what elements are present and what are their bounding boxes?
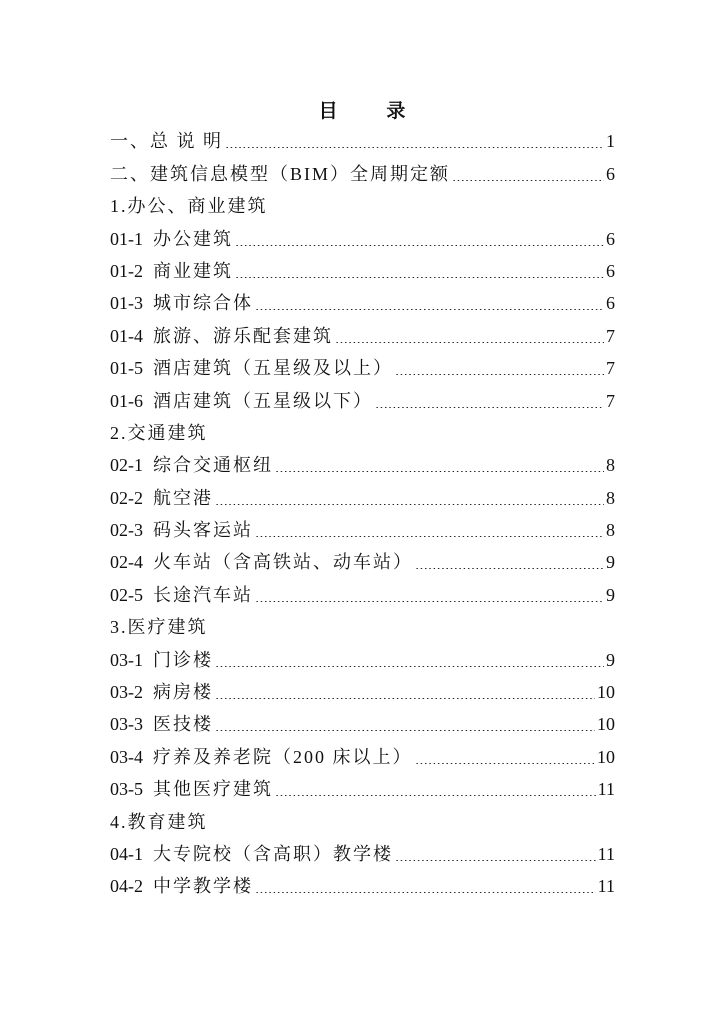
toc-page-number: 9: [606, 649, 615, 670]
toc-page-number: 8: [606, 487, 615, 508]
toc-entry-number: 03-2: [110, 682, 143, 703]
toc-entry-number: 02-5: [110, 584, 143, 605]
toc-entry[interactable]: [110, 744, 615, 776]
toc-entry-number: 01-4: [110, 325, 143, 346]
toc-entry-label: 疗养及养老院（200 床以上）: [153, 746, 413, 767]
dot-leader: [255, 536, 604, 537]
toc-entry[interactable]: [110, 647, 615, 679]
toc-page-number: 8: [606, 520, 615, 541]
toc-entry[interactable]: [110, 453, 615, 485]
dot-leader: [255, 309, 604, 310]
toc-page-number: 10: [597, 746, 615, 767]
toc-entry-label: 旅游、游乐配套建筑: [153, 325, 333, 346]
toc-page-number: 9: [606, 552, 615, 573]
toc-page-number: 1: [606, 131, 615, 152]
toc-entry-label: 城市综合体: [153, 293, 253, 314]
toc-entry-label: 长途汽车站: [153, 584, 253, 605]
toc-entry[interactable]: [110, 777, 615, 809]
toc-entry-number: 03-3: [110, 714, 143, 735]
toc-page-number: 9: [606, 584, 615, 605]
toc-section-heading: [110, 809, 615, 841]
toc-entry-label: 商业建筑: [153, 260, 233, 281]
toc-page-number: 8: [606, 455, 615, 476]
toc-entry-label: 病房楼: [153, 682, 213, 703]
toc-entry-label: 一、总 说 明: [110, 131, 223, 152]
dot-leader: [375, 407, 604, 408]
toc-entry-number: 01-1: [110, 228, 143, 249]
toc-section-heading: [110, 615, 615, 647]
toc-page-number: 6: [606, 293, 615, 314]
toc-entry[interactable]: [110, 388, 615, 420]
toc-entry-label: 二、建筑信息模型（BIM）全周期定额: [110, 163, 451, 184]
toc-title: 目 录: [318, 101, 428, 122]
dot-leader: [225, 147, 604, 148]
toc-entry[interactable]: [110, 550, 615, 582]
dot-leader: [275, 795, 596, 796]
toc-entry-label: 1.办公、商业建筑: [110, 196, 268, 217]
toc-entry-number: 02-2: [110, 487, 143, 508]
toc-page-number: 6: [606, 163, 615, 184]
dot-leader: [255, 892, 596, 893]
toc-entry-label: 火车站（含高铁站、动车站）: [153, 552, 413, 573]
toc-entry-label: 酒店建筑（五星级以下）: [153, 390, 373, 411]
dot-leader: [395, 860, 596, 861]
dot-leader: [335, 342, 604, 343]
toc-page-number: 11: [597, 843, 615, 864]
toc-entry-number: 04-1: [110, 843, 143, 864]
toc-page-number: 10: [597, 714, 615, 735]
toc-page-number: 7: [606, 390, 615, 411]
toc-entry[interactable]: [110, 485, 615, 517]
dot-leader: [395, 374, 604, 375]
toc-page-number: 7: [606, 358, 615, 379]
toc-entry-label: 酒店建筑（五星级及以上）: [153, 358, 393, 379]
toc-entry[interactable]: [110, 518, 615, 550]
toc-entry-number: 03-4: [110, 746, 143, 767]
dot-leader: [235, 245, 604, 246]
toc-page-number: 11: [597, 876, 615, 897]
table-of-contents: [110, 129, 615, 906]
toc-section-heading: [110, 194, 615, 226]
toc-entry-number: 01-2: [110, 260, 143, 281]
dot-leader: [275, 471, 604, 472]
dot-leader: [415, 763, 596, 764]
toc-entry-number: 02-3: [110, 520, 143, 541]
toc-entry[interactable]: [110, 323, 615, 355]
toc-entry-label: 门诊楼: [153, 649, 213, 670]
toc-entry-label: 大专院校（含高职）教学楼: [153, 843, 393, 864]
toc-entry-label: 4.教育建筑: [110, 811, 208, 832]
toc-entry-number: 02-1: [110, 455, 143, 476]
toc-entry[interactable]: [110, 356, 615, 388]
toc-entry-label: 码头客运站: [153, 520, 253, 541]
toc-entry[interactable]: [110, 582, 615, 614]
toc-entry-number: 03-1: [110, 649, 143, 670]
toc-page-number: 11: [597, 779, 615, 800]
toc-entry-label: 中学教学楼: [153, 876, 253, 897]
toc-entry-label: 综合交通枢纽: [153, 455, 273, 476]
toc-entry[interactable]: [110, 842, 615, 874]
toc-entry[interactable]: [110, 259, 615, 291]
toc-entry-label: 2.交通建筑: [110, 422, 208, 443]
toc-entry-label: 办公建筑: [153, 228, 233, 249]
toc-entry[interactable]: [110, 291, 615, 323]
toc-page-number: 6: [606, 260, 615, 281]
toc-entry[interactable]: [110, 226, 615, 258]
toc-page-number: 7: [606, 325, 615, 346]
toc-entry-number: 04-2: [110, 876, 143, 897]
toc-page-number: 6: [606, 228, 615, 249]
dot-leader: [452, 180, 604, 181]
toc-entry-number: 01-3: [110, 293, 143, 314]
toc-entry[interactable]: [110, 874, 615, 906]
toc-entry[interactable]: [110, 712, 615, 744]
toc-entry-number: 01-5: [110, 358, 143, 379]
toc-page-number: 10: [597, 682, 615, 703]
toc-section-heading: [110, 421, 615, 453]
dot-leader: [235, 277, 604, 278]
toc-entry-number: 02-4: [110, 552, 143, 573]
toc-entry[interactable]: [110, 129, 615, 161]
dot-leader: [215, 698, 595, 699]
toc-entry-number: 03-5: [110, 779, 143, 800]
toc-entry-number: 01-6: [110, 390, 143, 411]
dot-leader: [215, 504, 604, 505]
dot-leader: [255, 601, 604, 602]
toc-entry[interactable]: [110, 161, 615, 193]
toc-entry[interactable]: [110, 680, 615, 712]
toc-entry-label: 医技楼: [153, 714, 213, 735]
toc-entry-label: 其他医疗建筑: [153, 779, 273, 800]
toc-entry-label: 3.医疗建筑: [110, 617, 208, 638]
dot-leader: [415, 568, 604, 569]
toc-entry-label: 航空港: [153, 487, 213, 508]
dot-leader: [215, 730, 595, 731]
dot-leader: [215, 666, 604, 667]
